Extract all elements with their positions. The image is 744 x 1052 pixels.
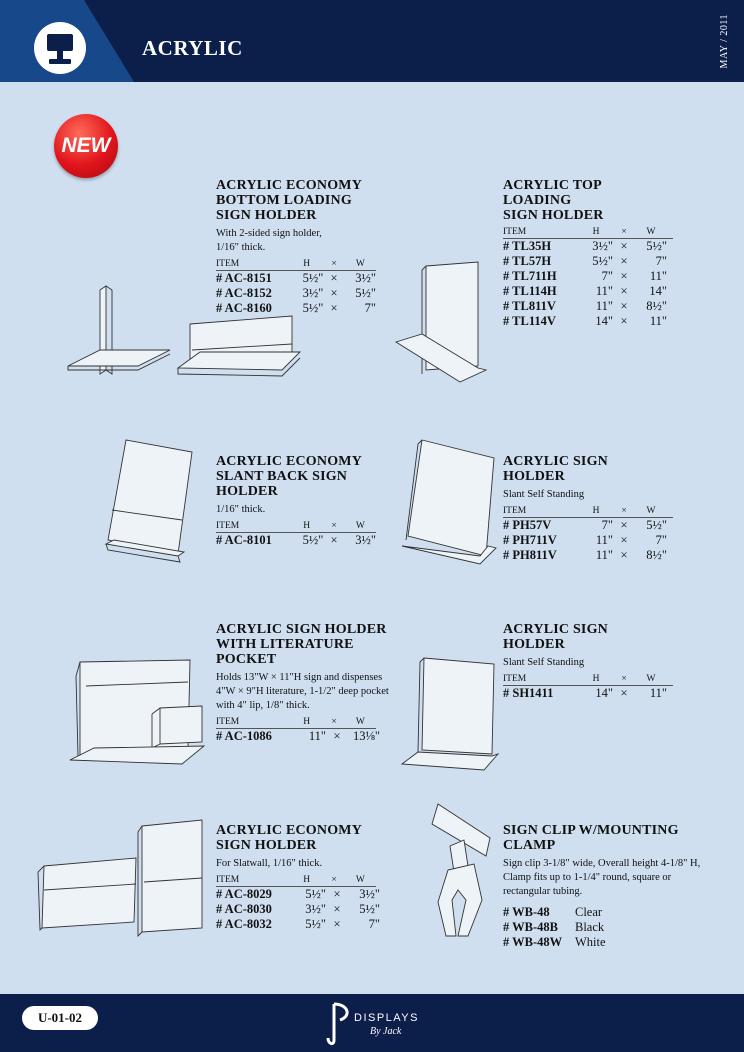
table-row: # AC-8160 5½" × 7" (216, 301, 376, 315)
product-title: ACRYLIC SIGN HOLDER (503, 454, 608, 484)
page-header (0, 0, 744, 82)
new-badge-label: NEW (61, 134, 111, 157)
spec-table-header: ITEM H × W (216, 875, 376, 887)
brand-tagline: By Jack (370, 1026, 402, 1037)
table-row: # TL711H 7" × 11" (503, 269, 667, 283)
product-title: ACRYLIC SIGN HOLDER (503, 622, 608, 652)
product-sh1411-sign-holder (503, 622, 673, 701)
table-row: # TL114V 14" × 11" (503, 314, 667, 328)
sign-clip-image (428, 800, 498, 950)
brand-mark-icon (326, 1000, 356, 1046)
product-slatwall-sign-holder (216, 823, 386, 932)
table-row: # WB-48B Black (503, 920, 605, 934)
product-description: Sign clip 3-1/8" wide, Overall height 4-1/8" H, Clamp fits up to 1-1/4" round, square or rectangular tubing. (503, 858, 701, 897)
top-loading-holder-image (396, 262, 496, 386)
spec-table-header: ITEM H × W (503, 674, 673, 686)
table-row: # AC-8151 5½" × 3½" (216, 271, 376, 285)
table-row: # PH811V 11" × 8½" (503, 548, 667, 562)
product-title: ACRYLIC TOP LOADING SIGN HOLDER (503, 178, 604, 223)
table-row: # PH711V 11" × 7" (503, 533, 667, 547)
spec-table-header: ITEM H × W (216, 521, 376, 533)
header-accent (0, 0, 744, 82)
spec-table-header: ITEM H × W (216, 717, 376, 729)
display-stand-icon (34, 22, 86, 74)
table-row: # TL114H 11" × 14" (503, 284, 667, 298)
table-row: # AC-8029 5½" × 3½" (216, 887, 380, 901)
product-description: Slant Self Standing (503, 657, 585, 668)
spec-table-header: ITEM H × W (503, 227, 673, 239)
product-description: Holds 13"W × 11"H sign and dispenses 4"W × 9"H literature, 1-1/2" deep pocket with 4" lip, 1/8" thick. (216, 672, 389, 711)
table-row: # AC-8101 5½" × 3½" (216, 533, 376, 547)
table-row: # AC-8152 3½" × 5½" (216, 286, 376, 300)
table-row: # AC-1086 11" × 13⅛" (216, 729, 380, 743)
brand-logo (326, 1000, 426, 1046)
literature-pocket-holder-image (66, 656, 216, 768)
table-row: # SH1411 14" × 11" (503, 686, 667, 700)
table-row: # TL35H 3½" × 5½" (503, 239, 667, 253)
table-row: # TL811V 11" × 8½" (503, 299, 667, 313)
slatwall-holders-image (34, 818, 204, 940)
issue-date: MAY / 2011 (719, 14, 730, 69)
table-row: # TL57H 5½" × 7" (503, 254, 667, 268)
table-row: # AC-8032 5½" × 7" (216, 917, 380, 931)
table-row: # AC-8030 3½" × 5½" (216, 902, 380, 916)
product-title: ACRYLIC ECONOMY SIGN HOLDER (216, 823, 363, 853)
product-title: ACRYLIC ECONOMY BOTTOM LOADING SIGN HOLDER (216, 178, 363, 223)
product-sign-clip-mounting-clamp (503, 823, 723, 950)
product-top-loading-sign-holder (503, 178, 673, 329)
product-title: ACRYLIC SIGN HOLDER WITH LITERATURE POCKET (216, 622, 387, 667)
slant-self-standing-holder-image (398, 436, 498, 566)
spec-table-header: ITEM H × W (503, 506, 673, 518)
product-title: SIGN CLIP W/MOUNTING CLAMP (503, 823, 679, 853)
page-title: ACRYLIC (142, 36, 243, 60)
product-literature-pocket-holder (216, 622, 406, 744)
product-description: For Slatwall, 1/16" thick. (216, 858, 323, 869)
table-row: # WB-48 Clear (503, 905, 603, 919)
product-ac-economy-bottom-loading (216, 178, 376, 316)
product-ac-economy-slant-back (216, 454, 376, 548)
product-description: 1/16" thick. (216, 504, 266, 515)
table-row: # WB-48W White (503, 935, 606, 949)
product-title: ACRYLIC ECONOMY SLANT BACK SIGN HOLDER (216, 454, 363, 499)
product-description: Slant Self Standing (503, 489, 585, 500)
slant-back-holder-image (96, 436, 196, 566)
product-acrylic-sign-holder-slant (503, 454, 673, 563)
spec-table-header: ITEM H × W (216, 259, 376, 271)
table-row: # PH57V 7" × 5½" (503, 518, 667, 532)
new-badge (54, 114, 118, 178)
brand-name: DISPLAYS (354, 1012, 419, 1024)
page-number: U-01-02 (22, 1006, 98, 1030)
acrylic-sign-holder-image (402, 654, 502, 774)
product-description: With 2-sided sign holder, 1/16" thick. (216, 228, 322, 253)
